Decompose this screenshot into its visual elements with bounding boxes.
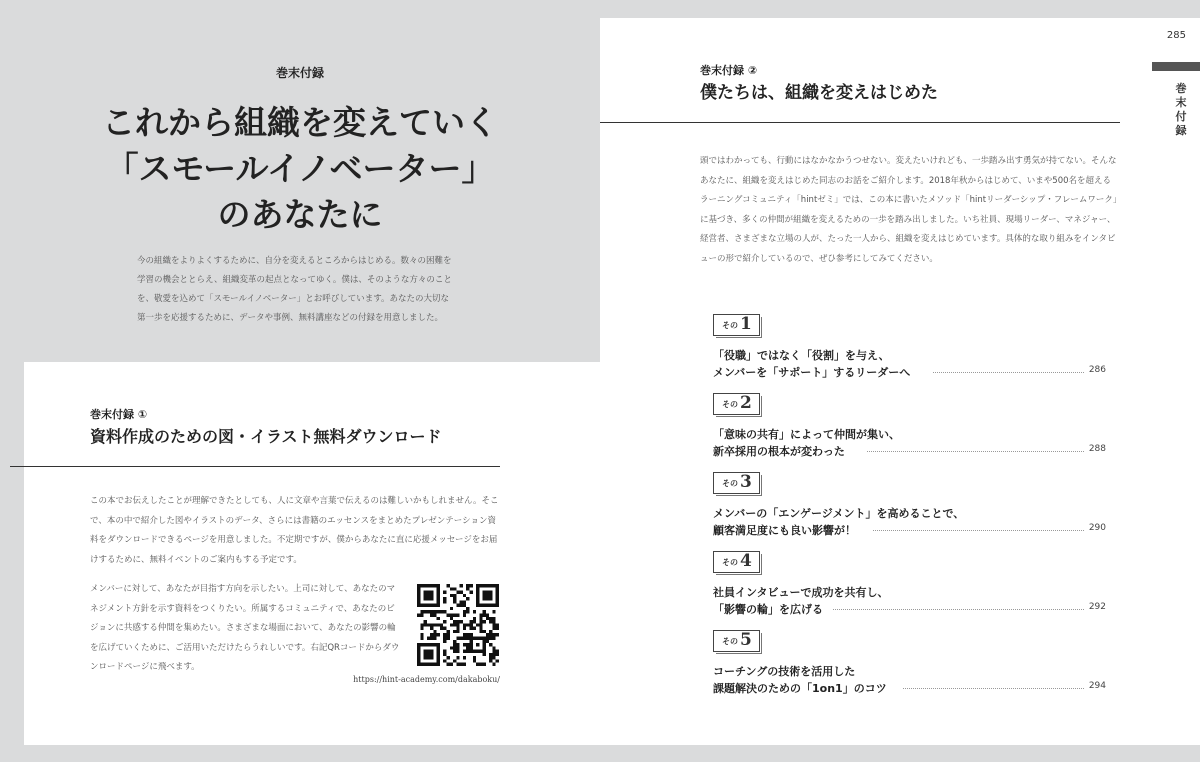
appendix1-label: 巻末付録 ① [90, 408, 148, 421]
toc-badge-sono: その [722, 558, 738, 567]
toc-page-number: 290 [1088, 523, 1106, 533]
toc-badge-sono: その [722, 637, 738, 646]
toc-badge-number: 1 [740, 314, 752, 334]
intro-label: 巻末付録 [275, 66, 324, 80]
main-title-line-3: のあなたに [217, 195, 383, 234]
toc-item-4[interactable] [713, 551, 1106, 617]
toc-title-line-1: 「意味の共有」によって仲間が集い、 [713, 428, 900, 441]
toc-item-2[interactable] [713, 393, 1106, 459]
toc-leader-dots [933, 372, 1084, 373]
toc-title-line-1: メンバーの「エンゲージメント」を高めることで、 [713, 507, 965, 520]
toc-leader-dots [903, 688, 1084, 689]
appendix1-body-1: この本でお伝えしたことが理解できたとしても、人に文章や言葉で伝えるのは難しいかもしれません。そこで、本の中で紹介した図やイラストのデータ、さらには書籍のエッセンスをまとめたプレゼンテーション資料をダウンロードできるページを用意しました。不定期ですが、僕からあなたに直に応援メッセージをお届けするために、無料イベントのご案内もする予定です。 [90, 496, 499, 565]
toc-badge-number: 2 [740, 393, 752, 413]
appendix2-rule [600, 122, 1120, 123]
toc-badge [713, 551, 761, 575]
toc-item-1[interactable] [713, 314, 1106, 380]
appendix2-body: 頭ではわかっても、行動にはなかなかうつせない。変えたいけれども、一歩踏み出す勇気が持てない。そんなあなたに、組織を変えはじめた同志のお話をご紹介します。2018年秋からはじめて、いまや500名を超えるラーニングコミュニティ「hintゼミ」では、この本に書いたメソッド「hintリーダーシップ・フレームワーク」に基づき、多くの仲間が組織を変えるための一歩を踏み出しました。いち社員、現場リーダー、マネジャー、経営者、さまざまな立場の人が、たった一人から、組織を変えはじめています。具体的な取り組みをインタビューの形で紹介しているので、ぜひ参考にしてみてください。 [700, 156, 1118, 264]
main-title-line-1: これから組織を変えていく [102, 103, 498, 142]
toc-badge-sono: その [722, 479, 738, 488]
appendix1-rule [10, 466, 500, 467]
toc-title-line-2: 課題解決のための「1on1」のコツ [713, 682, 887, 695]
appendix2-title: 僕たちは、組織を変えはじめた [700, 83, 938, 103]
side-tab-bar [1152, 62, 1200, 71]
toc-badge-sono: その [722, 321, 738, 330]
page-number: 285 [1166, 30, 1186, 41]
toc-item-5[interactable] [713, 630, 1106, 696]
toc-title-line-2: 「影響の輪」を広げる [713, 603, 823, 616]
toc-badge [713, 630, 761, 654]
toc-badge-number: 5 [740, 630, 752, 650]
appendix1-title: 資料作成のための図・イラスト無料ダウンロード [90, 427, 442, 446]
toc-badge-number: 3 [740, 472, 752, 492]
toc-leader-dots [867, 451, 1084, 452]
toc-page-number: 294 [1088, 681, 1106, 691]
right-page [600, 18, 1200, 745]
intro-body: 今の組織をよりよくするために、自分を変えるところからはじめる。数々の困難を学習の機会ととらえ、組織変革の起点となってゆく。僕は、そのような方々のことを、敬愛を込めて「スモールイノベーター」とお呼びしています。あなたの大切な第一歩を応援するために、データや事例、無料講座などの付録を用意しました。 [137, 256, 452, 323]
toc-title-line-1: 社員インタビューで成功を共有し、 [713, 586, 889, 599]
toc-badge-number: 4 [740, 551, 752, 571]
side-tab-label: 巻末付録 [1175, 82, 1187, 137]
toc-leader-dots [873, 530, 1084, 531]
toc-leader-dots [833, 609, 1084, 610]
appendix1-panel [24, 362, 600, 745]
main-title-line-2: 「スモールイノベーター」 [105, 149, 495, 188]
appendix2-label: 巻末付録 ② [700, 64, 758, 77]
toc-badge [713, 314, 761, 338]
toc-title-line-1: 「役職」ではなく「役割」を与え、 [713, 349, 890, 362]
toc-page-number: 286 [1088, 365, 1106, 375]
toc-page-number: 292 [1088, 602, 1106, 612]
toc-title-line-2: 新卒採用の根本が変わった [713, 445, 845, 458]
main-title [0, 100, 600, 238]
toc-title-line-2: メンバーを「サポート」するリーダーへ [713, 366, 911, 379]
toc-item-3[interactable] [713, 472, 1106, 538]
toc-title-line-2: 顧客満足度にも良い影響が！ [713, 524, 856, 537]
toc-badge [713, 472, 761, 496]
download-url[interactable]: https://hint-academy.com/dakaboku/ [353, 675, 500, 684]
appendix1-body-2: メンバーに対して、あなたが目指す方向を示したい。上司に対して、あなたのマネジメント方針を示す資料をつくりたい。所属するコミュニティで、あなたのビジョンに共感する仲間を集めたい。さまざまな場面において、あなたの影響の輪を広げていくために、ご活用いただけたらうれしいです。右記QRコードからダウンロードページに飛べます。 [90, 584, 400, 672]
toc-badge-sono: その [722, 400, 738, 409]
toc-title-line-1: コーチングの技術を活用した [713, 665, 856, 678]
toc-badge [713, 393, 761, 417]
toc-page-number: 288 [1088, 444, 1106, 454]
qr-code[interactable] [417, 584, 499, 666]
